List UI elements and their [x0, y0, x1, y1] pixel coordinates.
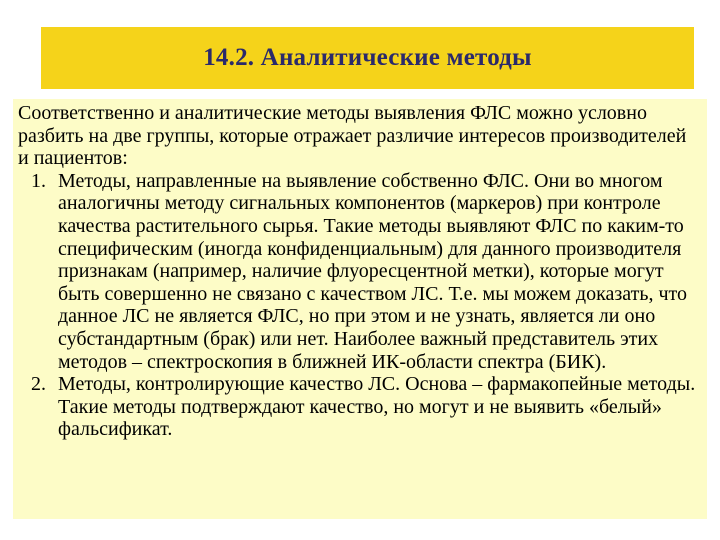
title-banner	[41, 27, 694, 89]
slide-title: 14.2. Аналитические методы	[203, 44, 532, 71]
content-box	[13, 99, 707, 519]
list-item-number: 2.	[31, 373, 46, 396]
list-item-text: Методы, контролирующие качество ЛС. Основа – фармакопейные методы. Такие методы подтверждают качество, но могут и не выявить «белый» фальсификат.	[58, 373, 696, 441]
method-list	[18, 170, 701, 441]
list-item-text: Методы, направленные на выявление собственно ФЛС. Они во многом аналогичны методу сигнальных компонентов (маркеров) при контроле качества растительного сырья. Такие методы выявляют ФЛС по каким-то специфическим (иногда конфиденциальным) для данного производителя признакам (например, наличие флуоресцентной метки), которые могут быть совершенно не связано с качеством ЛС. Т.е. мы можем доказать, что данное ЛС не является ФЛС, но при этом и не узнать, является ли оно субстандартным (брак) или нет. Наиболее важный представитель этих методов – спектроскопия в ближней ИК-области спектра (БИК).	[58, 169, 688, 373]
list-item-number: 1.	[31, 169, 46, 192]
intro-paragraph: Соответственно и аналитические методы выявления ФЛС можно условно разбить на две группы, которые отражает различие интересов производителей и пациентов:	[18, 102, 687, 170]
list-item	[18, 170, 701, 373]
list-item	[18, 373, 701, 441]
